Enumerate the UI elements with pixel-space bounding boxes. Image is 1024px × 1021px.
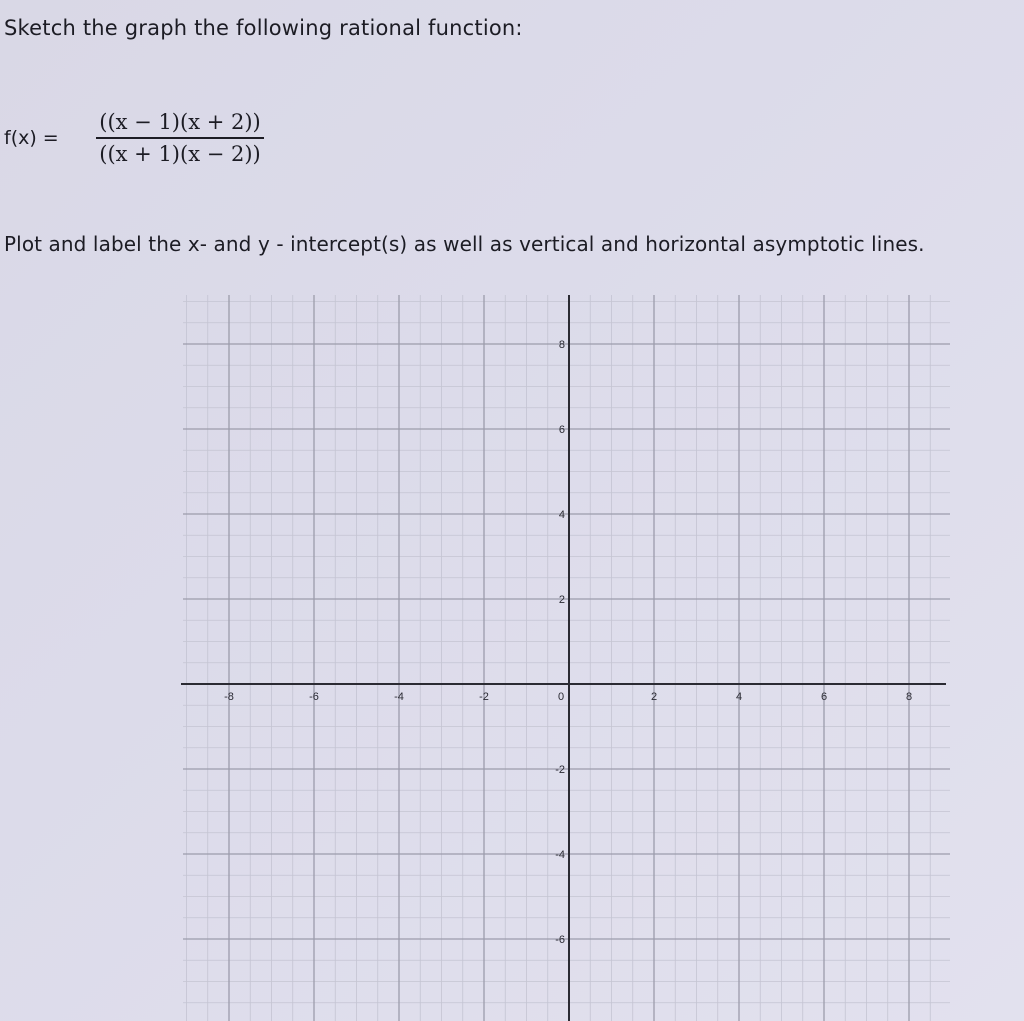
x-tick-label: 0: [557, 691, 565, 703]
x-tick-label: -8: [224, 691, 234, 703]
y-tick-label: 2: [558, 594, 565, 606]
axes: [181, 295, 946, 1021]
instructions-text: Plot and label the x- and y - intercept(s) as well as vertical and horizontal asymptotic lines.: [4, 232, 925, 256]
question-prompt: Sketch the graph the following rational function:: [4, 16, 523, 40]
y-tick-label: 8: [558, 339, 565, 351]
y-tick-label: 4: [558, 509, 565, 521]
x-tick-label: -6: [309, 691, 319, 703]
x-tick-label: -4: [394, 691, 404, 703]
x-tick-label: 2: [650, 691, 658, 703]
x-tick-label: 6: [820, 691, 828, 703]
x-tick-label: 4: [735, 691, 743, 703]
function-label: f(x) =: [4, 127, 59, 149]
fraction-numerator: ((x − 1)(x + 2)): [99, 110, 261, 134]
y-tick-labels: [555, 339, 565, 946]
y-tick-label: 6: [558, 424, 565, 436]
y-tick-label: -6: [555, 934, 565, 946]
major-grid-lines: [183, 295, 950, 1021]
minor-grid-lines: [183, 295, 950, 1021]
y-tick-label: -2: [555, 764, 565, 776]
x-tick-label: 8: [905, 691, 913, 703]
y-tick-label: -4: [555, 849, 565, 861]
fraction-denominator: ((x + 1)(x − 2)): [99, 141, 261, 166]
x-tick-label: -2: [479, 691, 489, 703]
